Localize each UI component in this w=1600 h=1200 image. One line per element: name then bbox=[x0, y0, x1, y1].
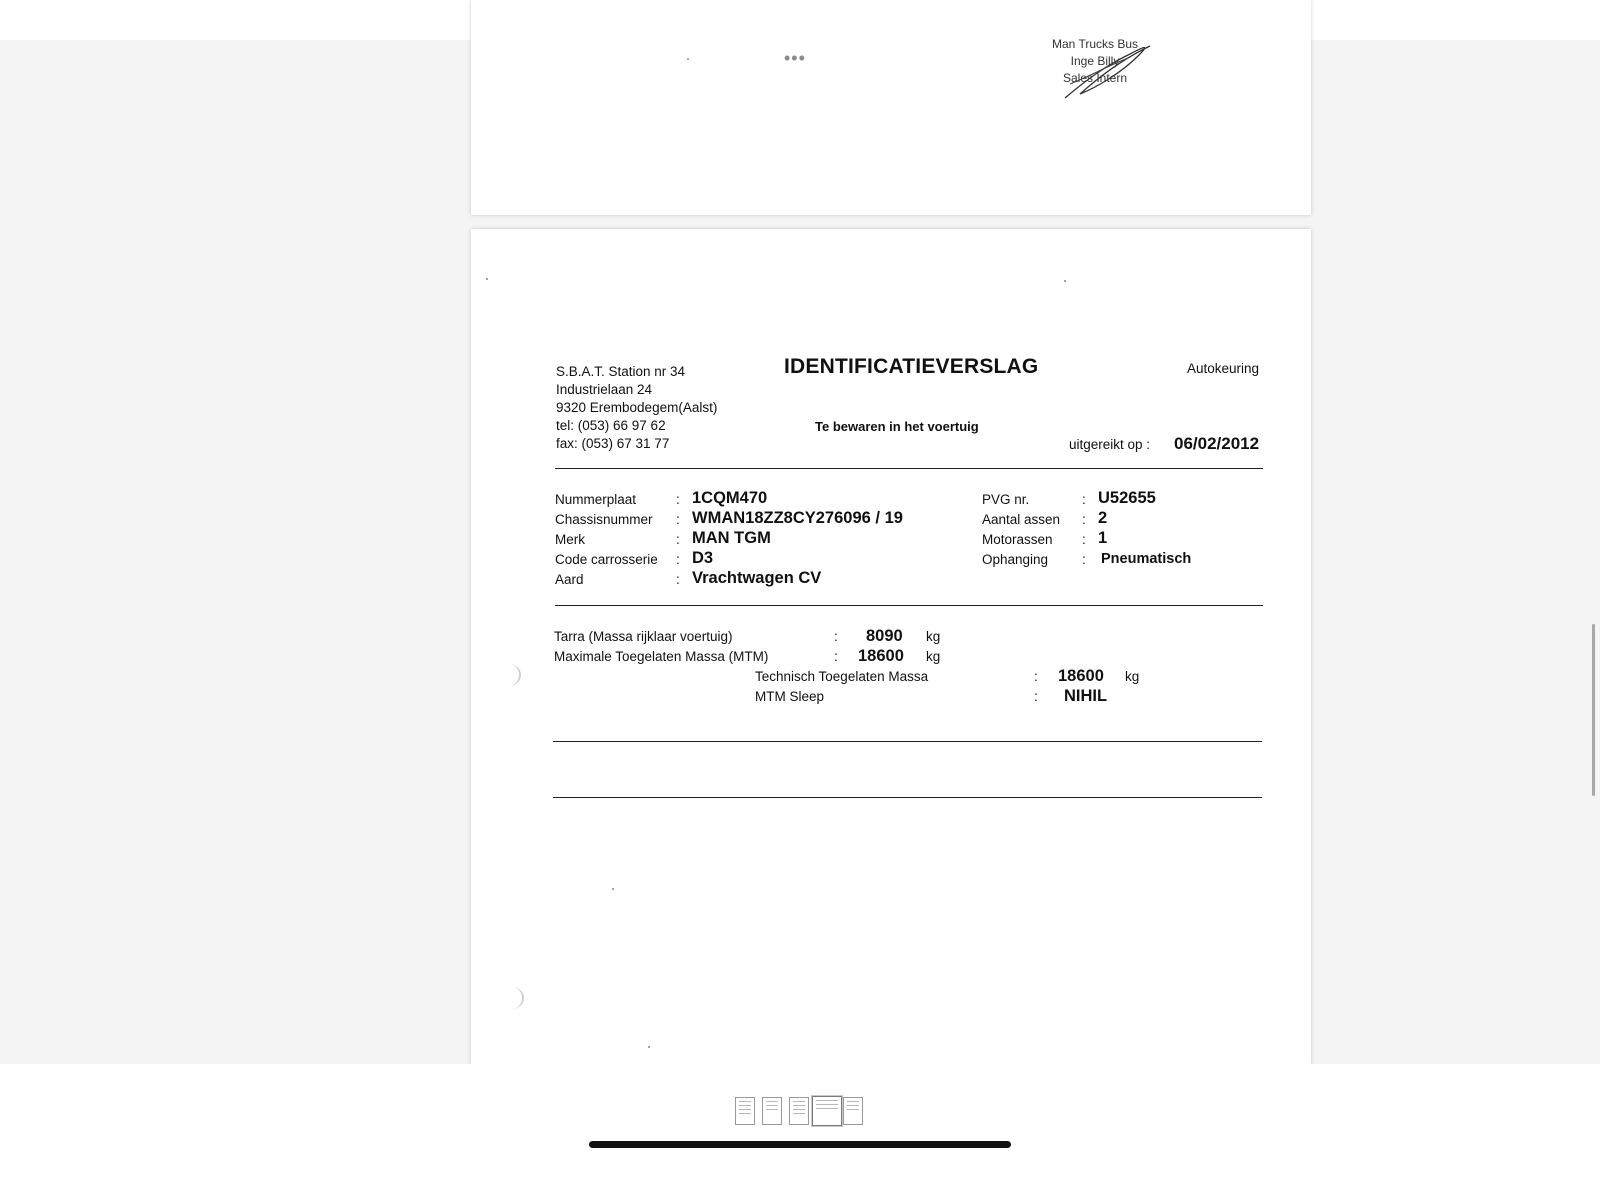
ellipsis-icon[interactable]: ••• bbox=[784, 48, 806, 68]
document-page-1[interactable] bbox=[471, 0, 1311, 215]
colon: : bbox=[1034, 689, 1038, 704]
value-pvg-nr: U52655 bbox=[1098, 489, 1156, 507]
value-code-carrosserie: D3 bbox=[692, 549, 714, 567]
page-thumbnail-icon[interactable] bbox=[789, 1097, 809, 1125]
unit-technisch-massa: kg bbox=[1125, 669, 1140, 684]
label-pvg-nr: PVG nr. bbox=[982, 492, 1030, 507]
scrollbar[interactable] bbox=[1592, 624, 1595, 796]
label-mtm: Maximale Toegelaten Massa (MTM) bbox=[554, 649, 769, 664]
document-subtitle: Te bewaren in het voertuig bbox=[815, 419, 979, 434]
value-aard: Vrachtwagen CV bbox=[692, 569, 822, 587]
page-thumbnail-icon[interactable] bbox=[812, 1096, 842, 1126]
punch-hole bbox=[500, 987, 524, 1009]
page-thumbnail-icon[interactable] bbox=[762, 1097, 782, 1125]
page-thumbnail-icon[interactable] bbox=[735, 1097, 755, 1125]
phone-number: tel: (053) 66 97 62 bbox=[556, 418, 666, 433]
colon: : bbox=[834, 649, 838, 664]
scan-speck bbox=[612, 888, 614, 890]
colon: : bbox=[1082, 552, 1086, 567]
value-technisch-massa: 18600 bbox=[1058, 667, 1104, 685]
unit-mtm: kg bbox=[926, 649, 941, 664]
document-title: IDENTIFICATIEVERSLAG bbox=[784, 355, 1039, 378]
divider bbox=[553, 741, 1262, 742]
signature-stamp bbox=[1010, 36, 1180, 106]
colon: : bbox=[676, 552, 680, 567]
address-street: Industrielaan 24 bbox=[556, 382, 653, 397]
colon: : bbox=[1082, 532, 1086, 547]
label-motorassen: Motorassen bbox=[982, 532, 1053, 547]
label-aantal-assen: Aantal assen bbox=[982, 512, 1061, 527]
value-mtm-sleep: NIHIL bbox=[1064, 687, 1108, 705]
punch-hole bbox=[497, 664, 521, 686]
category-label: Autokeuring bbox=[1187, 361, 1260, 376]
divider bbox=[555, 468, 1263, 469]
scan-speck bbox=[687, 58, 689, 60]
value-merk: MAN TGM bbox=[692, 529, 771, 547]
fax-number: fax: (053) 67 31 77 bbox=[556, 436, 670, 451]
scan-speck bbox=[486, 278, 488, 280]
label-chassisnummer: Chassisnummer bbox=[555, 512, 653, 527]
label-mtm-sleep: MTM Sleep bbox=[755, 689, 825, 704]
label-technisch-massa: Technisch Toegelaten Massa bbox=[755, 669, 929, 684]
signature-line-1: Man Trucks Bus bbox=[1051, 37, 1139, 51]
value-ophanging: Pneumatisch bbox=[1101, 551, 1192, 567]
label-nummerplaat: Nummerplaat bbox=[555, 492, 637, 507]
issued-date: 06/02/2012 bbox=[1174, 434, 1260, 453]
home-indicator[interactable] bbox=[589, 1141, 1011, 1148]
divider bbox=[553, 797, 1262, 798]
label-code-carrosserie: Code carrosserie bbox=[555, 552, 658, 567]
colon: : bbox=[676, 512, 680, 527]
colon: : bbox=[676, 492, 680, 507]
scan-speck bbox=[648, 1046, 650, 1048]
station-line: S.B.A.T. Station nr 34 bbox=[556, 364, 686, 379]
value-tarra: 8090 bbox=[866, 627, 903, 645]
colon: : bbox=[676, 532, 680, 547]
divider bbox=[555, 605, 1263, 606]
value-nummerplaat: 1CQM470 bbox=[692, 489, 768, 507]
value-chassisnummer: WMAN18ZZ8CY276096 / 19 bbox=[692, 509, 903, 527]
value-mtm: 18600 bbox=[858, 647, 904, 665]
colon: : bbox=[1082, 512, 1086, 527]
value-motorassen: 1 bbox=[1098, 529, 1108, 547]
page-thumbnail-icon[interactable] bbox=[843, 1097, 863, 1125]
label-ophanging: Ophanging bbox=[982, 552, 1049, 567]
value-aantal-assen: 2 bbox=[1098, 509, 1108, 527]
signature-line-2: Inge Billy bbox=[1070, 54, 1120, 68]
signature-scribble-icon bbox=[1010, 36, 1180, 106]
bottom-bar bbox=[0, 1064, 1600, 1200]
address-city: 9320 Erembodegem(Aalst) bbox=[556, 400, 718, 415]
colon: : bbox=[676, 572, 680, 587]
label-merk: Merk bbox=[555, 532, 585, 547]
signature-line-3: Sales Intern bbox=[1062, 71, 1128, 85]
colon: : bbox=[1082, 492, 1086, 507]
colon: : bbox=[834, 629, 838, 644]
label-aard: Aard bbox=[555, 572, 584, 587]
label-tarra: Tarra (Massa rijklaar voertuig) bbox=[554, 629, 733, 644]
unit-tarra: kg bbox=[926, 629, 941, 644]
scan-speck bbox=[1064, 280, 1066, 282]
colon: : bbox=[1034, 669, 1038, 684]
issued-label: uitgereikt op : bbox=[1069, 437, 1151, 452]
